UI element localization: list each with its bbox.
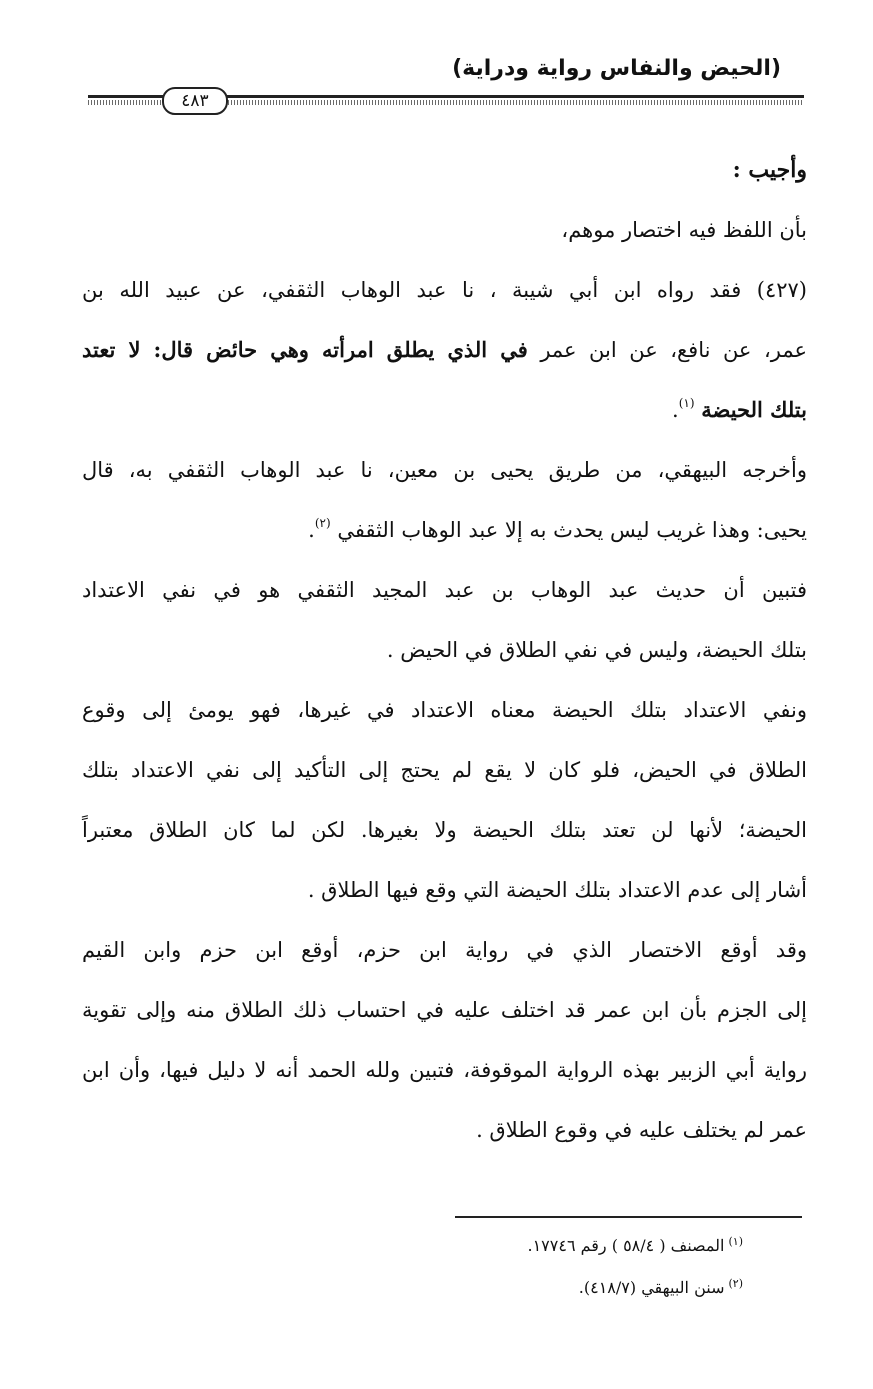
text-line: (٤٢٧) فقد رواه ابن أبي شيبة ، نا عبد الوهاب الثقفي، عن عبيد الله بن bbox=[82, 278, 807, 302]
text-line bbox=[672, 390, 807, 430]
text-line bbox=[308, 510, 807, 550]
page-number: ٤٨٣ bbox=[181, 91, 209, 111]
text-line bbox=[82, 330, 807, 370]
text-line: الحيضة؛ لأنها لن تعتد بتلك الحيضة ولا بغيرها. لكن لما كان الطلاق معتبراً bbox=[82, 818, 807, 842]
text-line: بتلك الحيضة، وليس في نفي الطلاق في الحيض . bbox=[386, 638, 807, 662]
text-segment: عمر، عن نافع، عن ابن عمر bbox=[540, 338, 807, 362]
footnote-2 bbox=[579, 1274, 743, 1304]
page-number-badge bbox=[162, 87, 228, 115]
footnote-text: سنن البيهقي (٤١٨/٧). bbox=[578, 1278, 725, 1297]
footnote-mark: (٢) bbox=[728, 1277, 743, 1290]
text-line: وقد أوقع الاختصار الذي في رواية ابن حزم، أوقع ابن حزم وابن القيم bbox=[82, 938, 807, 962]
text-line: رواية أبي الزبير بهذه الرواية الموقوفة، فتبين ولله الحمد أنه لا دليل فيها، وأن ابن bbox=[82, 1058, 807, 1082]
footnote-mark: (١) bbox=[728, 1235, 743, 1248]
text-line: بأن اللفظ فيه اختصار موهم، bbox=[561, 218, 807, 242]
footnote-1 bbox=[527, 1232, 743, 1262]
text-segment: . bbox=[672, 398, 679, 422]
answer-heading: وأجيب : bbox=[732, 157, 807, 183]
text-line: الطلاق في الحيض، فلو كان لا يقع لم يحتج إلى التأكيد إلى نفي الاعتداد بتلك bbox=[82, 758, 807, 782]
text-segment: يحيى: وهذا غريب ليس يحدث به إلا عبد الوهاب الثقفي bbox=[337, 518, 807, 542]
footnote-text: المصنف ( ٥٨/٤ ) رقم ١٧٧٤٦. bbox=[527, 1236, 725, 1255]
footnote-ref: (٢) bbox=[314, 516, 331, 530]
header-rule-right bbox=[222, 95, 804, 105]
footnote-ref: (١) bbox=[678, 396, 695, 410]
text-line: وأخرجه البيهقي، من طريق يحيى بن معين، نا عبد الوهاب الثقفي به، قال bbox=[82, 458, 807, 482]
footnote-separator bbox=[455, 1216, 802, 1218]
text-line: فتبين أن حديث عبد الوهاب بن عبد المجيد الثقفي هو في نفي الاعتداد bbox=[82, 578, 807, 602]
running-title: (الحيض والنفاس رواية ودراية) bbox=[452, 56, 781, 81]
hadith-text: في الذي يطلق امرأته وهي حائض قال: لا تعتد bbox=[82, 337, 528, 362]
text-line: أشار إلى عدم الاعتداد بتلك الحيضة التي وقع فيها الطلاق . bbox=[307, 878, 807, 902]
text-segment: . bbox=[308, 518, 315, 542]
header-rule-left bbox=[88, 95, 164, 105]
hadith-text: بتلك الحيضة bbox=[701, 397, 807, 422]
text-line: عمر لم يختلف عليه في وقوع الطلاق . bbox=[476, 1118, 807, 1142]
text-line: ونفي الاعتداد بتلك الحيضة معناه الاعتداد في غيرها، فهو يومئ إلى وقوع bbox=[82, 698, 807, 722]
text-line: إلى الجزم بأن ابن عمر قد اختلف عليه في احتساب ذلك الطلاق منه وإلى تقوية bbox=[82, 998, 807, 1022]
